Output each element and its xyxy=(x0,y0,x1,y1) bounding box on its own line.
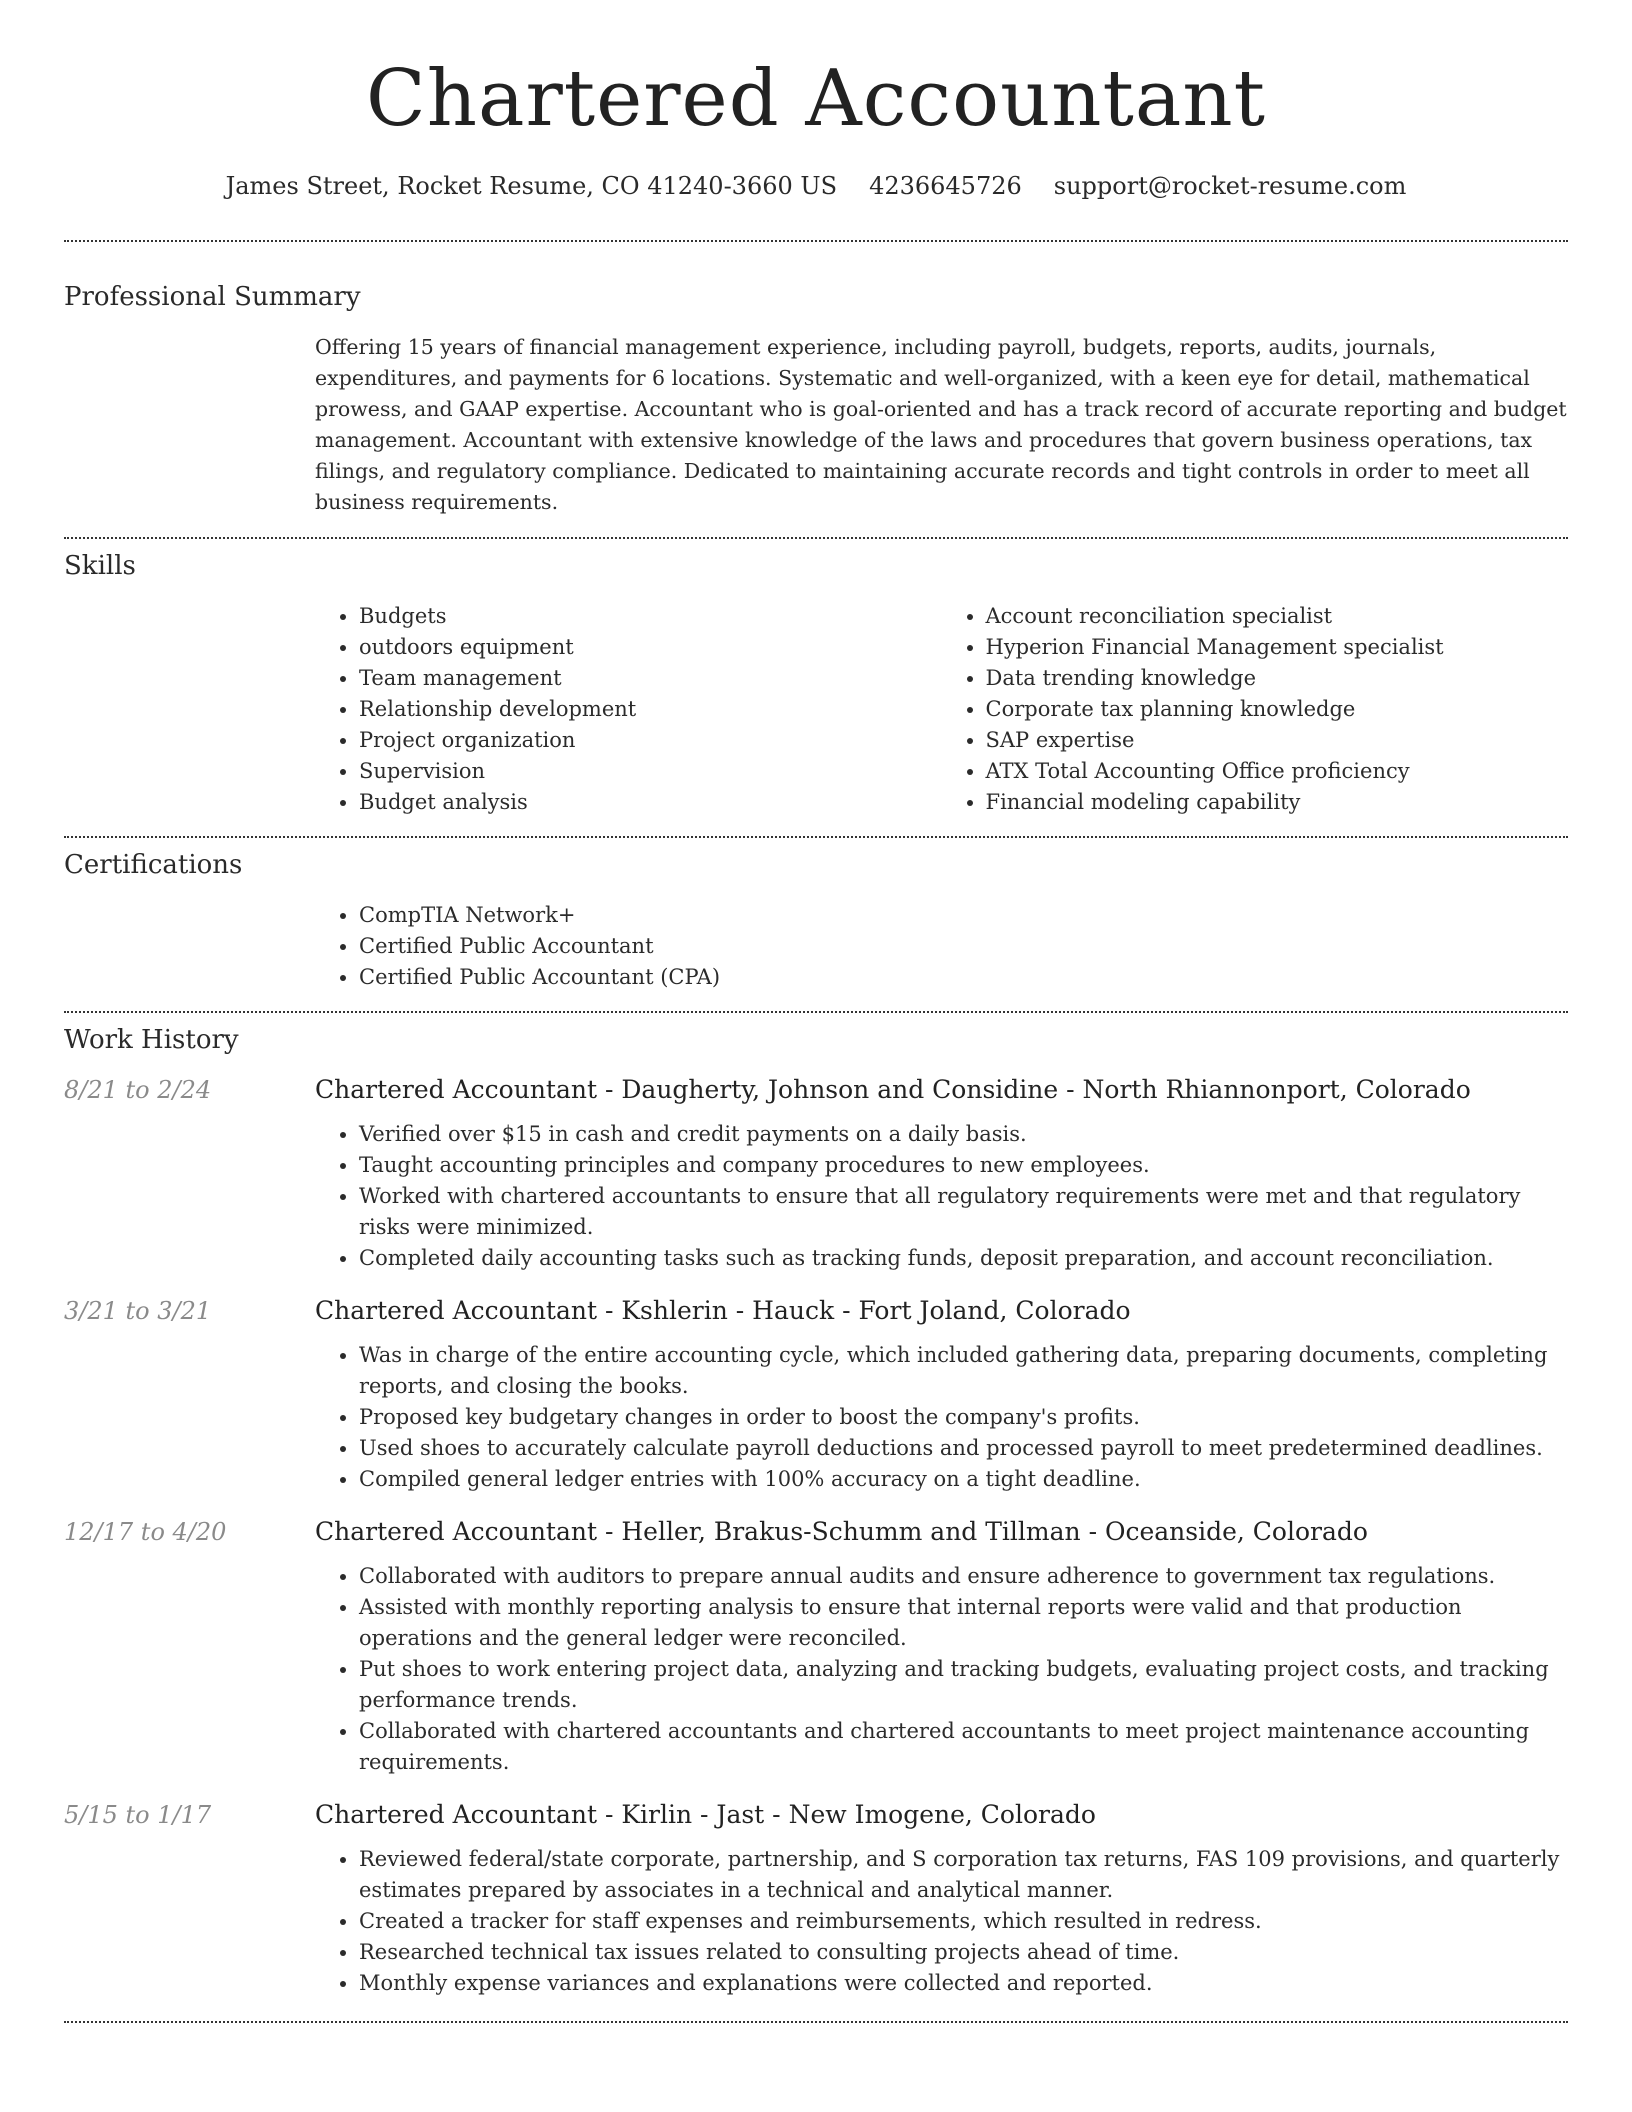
skills-list-right xyxy=(942,601,1569,818)
divider xyxy=(64,240,1568,242)
list-item: • Monthly expense variances and explanations were collected and reported. xyxy=(359,1968,1568,1999)
list-item: • outdoors equipment xyxy=(359,632,942,663)
job-title: Chartered Accountant - Heller, Brakus-Schumm and Tillman - Oceanside, Colorado xyxy=(315,1517,1368,1546)
summary-text: Offering 15 years of financial management experience, including payroll, budgets, reports, audits, journals, expenditures, and payments for 6 locations. Systematic and well-organized, with a keen eye for detail, mathematical prowess, and GAAP expertise. Accountant who is goal-oriented and has a track record of accurate reporting and budget management. Accountant with extensive knowledge of the laws and procedures that govern business operations, tax filings, and regulatory compliance. Dedicated to maintaining accurate records and tight controls in order to meet all business requirements. xyxy=(315,335,1567,514)
work-history-heading: Work History xyxy=(64,1025,239,1055)
work-history-list xyxy=(64,1075,1568,1999)
list-item: • ATX Total Accounting Office proficiency xyxy=(986,756,1569,787)
job-bullets xyxy=(315,1844,1568,1999)
summary-row xyxy=(64,332,1568,518)
divider xyxy=(64,537,1568,539)
list-item: • Compiled general ledger entries with 100% accuracy on a tight deadline. xyxy=(359,1464,1568,1495)
certifications-list xyxy=(315,900,1568,993)
job-dates: 8/21 to 2/24 xyxy=(64,1076,212,1104)
job-bullets xyxy=(315,1561,1568,1778)
job-entry xyxy=(64,1075,1568,1274)
divider xyxy=(64,2021,1568,2023)
job-dates: 12/17 to 4/20 xyxy=(64,1518,227,1546)
list-item: • CompTIA Network+ xyxy=(359,900,1568,931)
resume-page xyxy=(64,0,1568,2023)
list-item: • Completed daily accounting tasks such as tracking funds, deposit preparation, and account reconciliation. xyxy=(359,1243,1568,1274)
list-item: • Worked with chartered accountants to ensure that all regulatory requirements were met and that regulatory risks were minimized. xyxy=(359,1181,1568,1243)
list-item: • Proposed key budgetary changes in order to boost the company's profits. xyxy=(359,1402,1568,1433)
divider xyxy=(64,1011,1568,1013)
list-item: • Budget analysis xyxy=(359,787,942,818)
contact-email: support@rocket-resume.com xyxy=(1053,172,1407,200)
job-bullets xyxy=(315,1119,1568,1274)
list-item: • Collaborated with chartered accountants and chartered accountants to meet project maintenance accounting requirements. xyxy=(359,1716,1568,1778)
list-item: • SAP expertise xyxy=(986,725,1569,756)
job-dates: 3/21 to 3/21 xyxy=(64,1297,212,1325)
list-item: • Assisted with monthly reporting analysis to ensure that internal reports were valid and that production operations and the general ledger were reconciled. xyxy=(359,1592,1568,1654)
list-item: • Team management xyxy=(359,663,942,694)
contact-phone: 4236645726 xyxy=(869,172,1022,200)
divider xyxy=(64,836,1568,838)
list-item: • Taught accounting principles and company procedures to new employees. xyxy=(359,1150,1568,1181)
contact-address: James Street, Rocket Resume, CO 41240-3660 US xyxy=(225,172,838,200)
contact-line xyxy=(64,172,1568,200)
skills-row xyxy=(64,601,1568,818)
certifications-heading: Certifications xyxy=(64,850,243,880)
list-item: • Hyperion Financial Management specialist xyxy=(986,632,1569,663)
job-entry xyxy=(64,1296,1568,1495)
summary-heading: Professional Summary xyxy=(64,282,361,312)
list-item: • Was in charge of the entire accounting cycle, which included gathering data, preparing documents, completing reports, and closing the books. xyxy=(359,1340,1568,1402)
list-item: • Reviewed federal/state corporate, partnership, and S corporation tax returns, FAS 109 provisions, and quarterly estimates prepared by associates in a technical and analytical manner. xyxy=(359,1844,1568,1906)
list-item: • Relationship development xyxy=(359,694,942,725)
job-bullets xyxy=(315,1340,1568,1495)
list-item: • Created a tracker for staff expenses and reimbursements, which resulted in redress. xyxy=(359,1906,1568,1937)
skills-list-left xyxy=(315,601,942,818)
list-item: • Corporate tax planning knowledge xyxy=(986,694,1569,725)
list-item: • Verified over $15 in cash and credit payments on a daily basis. xyxy=(359,1119,1568,1150)
job-title: Chartered Accountant - Kirlin - Jast - New Imogene, Colorado xyxy=(315,1800,1096,1829)
job-entry xyxy=(64,1800,1568,1999)
list-item: • Financial modeling capability xyxy=(986,787,1569,818)
list-item: • Collaborated with auditors to prepare annual audits and ensure adherence to government tax regulations. xyxy=(359,1561,1568,1592)
list-item: • Project organization xyxy=(359,725,942,756)
resume-title: Chartered Accountant xyxy=(366,54,1266,144)
list-item: • Put shoes to work entering project data, analyzing and tracking budgets, evaluating project costs, and tracking performance trends. xyxy=(359,1654,1568,1716)
list-item: • Budgets xyxy=(359,601,942,632)
list-item: • Certified Public Accountant xyxy=(359,931,1568,962)
job-entry xyxy=(64,1517,1568,1778)
list-item: • Data trending knowledge xyxy=(986,663,1569,694)
certifications-row xyxy=(64,900,1568,993)
list-item: • Used shoes to accurately calculate payroll deductions and processed payroll to meet predetermined deadlines. xyxy=(359,1433,1568,1464)
job-title: Chartered Accountant - Daugherty, Johnson and Considine - North Rhiannonport, Colorado xyxy=(315,1075,1471,1104)
list-item: • Supervision xyxy=(359,756,942,787)
job-title: Chartered Accountant - Kshlerin - Hauck - Fort Joland, Colorado xyxy=(315,1296,1131,1325)
job-dates: 5/15 to 1/17 xyxy=(64,1801,212,1829)
list-item: • Certified Public Accountant (CPA) xyxy=(359,962,1568,993)
skills-heading: Skills xyxy=(64,551,136,581)
list-item: • Researched technical tax issues related to consulting projects ahead of time. xyxy=(359,1937,1568,1968)
list-item: • Account reconciliation specialist xyxy=(986,601,1569,632)
